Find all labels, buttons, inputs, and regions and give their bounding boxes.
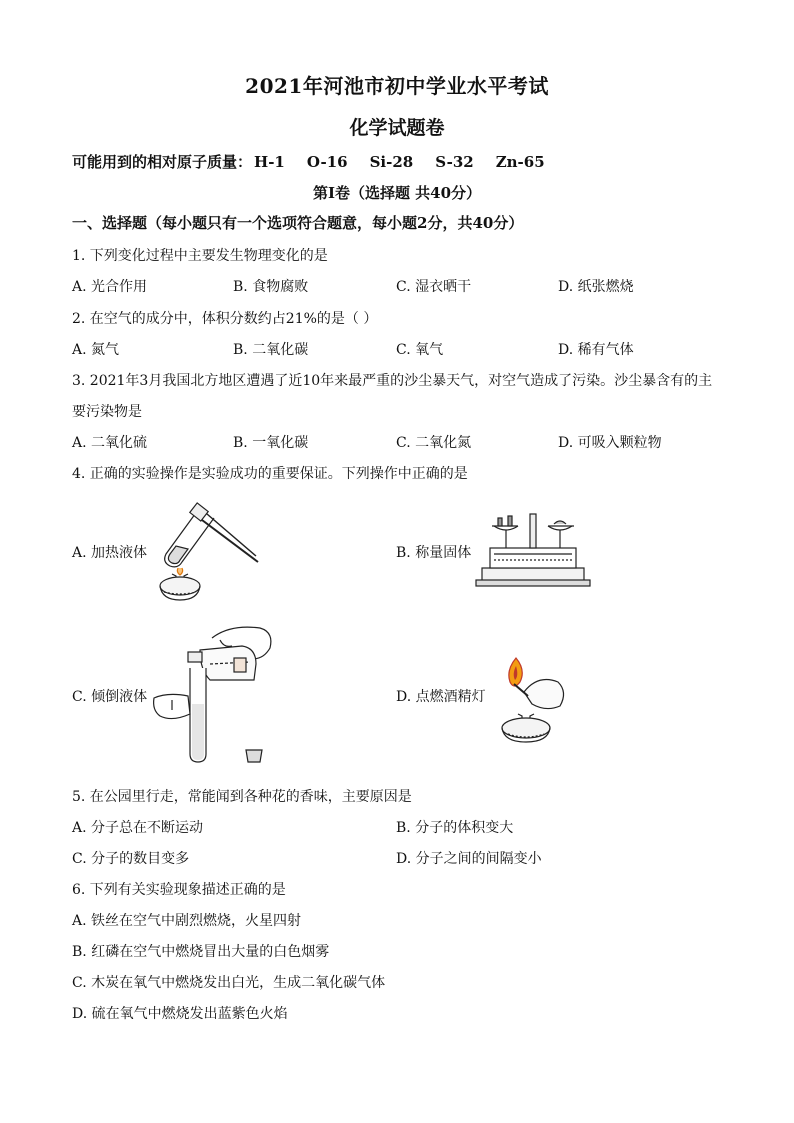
q6-option-a: A. 铁丝在空气中剧烈燃烧，火星四射 bbox=[72, 913, 302, 929]
q5-option-a: A. 分子总在不断运动 bbox=[72, 820, 204, 836]
heating-liquid-figure bbox=[148, 496, 263, 606]
q6-option-d: D. 硫在氧气中燃烧发出蓝紫色火焰 bbox=[72, 1006, 288, 1022]
q3-option-b: B. 一氧化碳 bbox=[233, 435, 309, 451]
q1-option-b: B. 食物腐败 bbox=[233, 279, 309, 295]
atomic-mass-s: S-32 bbox=[435, 153, 474, 171]
balance-figure bbox=[474, 510, 592, 590]
q4-option-c: C. 倾倒液体 bbox=[72, 689, 148, 705]
section-title: 一、选择题（每小题只有一个选项符合题意，每小题2分，共40分） bbox=[72, 214, 524, 232]
question-3-stem-line1: 3. 2021年3月我国北方地区遭遇了近10年来最严重的沙尘暴天气，对空气造成了污染。沙尘暴含有的主 bbox=[72, 373, 713, 389]
q5-option-d: D. 分子之间的间隔变小 bbox=[396, 851, 542, 867]
q6-option-c: C. 木炭在氧气中燃烧发出白光，生成二氧化碳气体 bbox=[72, 975, 386, 991]
q2-option-c: C. 氧气 bbox=[396, 342, 444, 358]
atomic-mass-line bbox=[72, 151, 567, 172]
question-5-stem: 5. 在公园里行走，常能闻到各种花的香味，主要原因是 bbox=[72, 789, 412, 805]
atomic-mass-o: O-16 bbox=[306, 153, 348, 171]
q1-option-a: A. 光合作用 bbox=[72, 279, 148, 295]
q3-option-d: D. 可吸入颗粒物 bbox=[558, 435, 662, 451]
q4-option-b: B. 称量固体 bbox=[396, 545, 472, 561]
q4-option-a: A. 加热液体 bbox=[72, 545, 148, 561]
q2-option-d: D. 稀有气体 bbox=[558, 342, 634, 358]
q3-option-a: A. 二氧化硫 bbox=[72, 435, 148, 451]
atomic-mass-si: Si-28 bbox=[369, 153, 414, 171]
q3-option-c: C. 二氧化氮 bbox=[396, 435, 472, 451]
question-1-stem: 1. 下列变化过程中主要发生物理变化的是 bbox=[72, 248, 328, 264]
q5-option-c: C. 分子的数目变多 bbox=[72, 851, 190, 867]
atomic-mass-label: 可能用到的相对原子质量： bbox=[72, 153, 253, 171]
question-6-stem: 6. 下列有关实验现象描述正确的是 bbox=[72, 882, 286, 898]
q5-option-b: B. 分子的体积变大 bbox=[396, 820, 514, 836]
q4-option-d: D. 点燃酒精灯 bbox=[396, 689, 486, 705]
question-4-stem: 4. 正确的实验操作是实验成功的重要保证。下列操作中正确的是 bbox=[72, 466, 468, 482]
exam-title: 2021年河池市初中学业水平考试 bbox=[245, 74, 549, 98]
atomic-mass-zn: Zn-65 bbox=[495, 153, 545, 171]
q1-option-d: D. 纸张燃烧 bbox=[558, 279, 634, 295]
pouring-liquid-figure bbox=[150, 618, 280, 766]
q6-option-b: B. 红磷在空气中燃烧冒出大量的白色烟雾 bbox=[72, 944, 330, 960]
atomic-mass-h: H-1 bbox=[254, 153, 285, 171]
question-2-stem: 2. 在空气的成分中，体积分数约占21%的是（ ） bbox=[72, 311, 378, 327]
lighting-lamp-figure bbox=[488, 652, 570, 744]
q2-option-a: A. 氮气 bbox=[72, 342, 120, 358]
q2-option-b: B. 二氧化碳 bbox=[233, 342, 309, 358]
q1-option-c: C. 湿衣晒干 bbox=[396, 279, 472, 295]
part-title: 第Ⅰ卷（选择题 共40分） bbox=[312, 184, 482, 202]
question-3-stem-line2: 要污染物是 bbox=[72, 404, 142, 420]
exam-subtitle: 化学试题卷 bbox=[349, 117, 445, 139]
